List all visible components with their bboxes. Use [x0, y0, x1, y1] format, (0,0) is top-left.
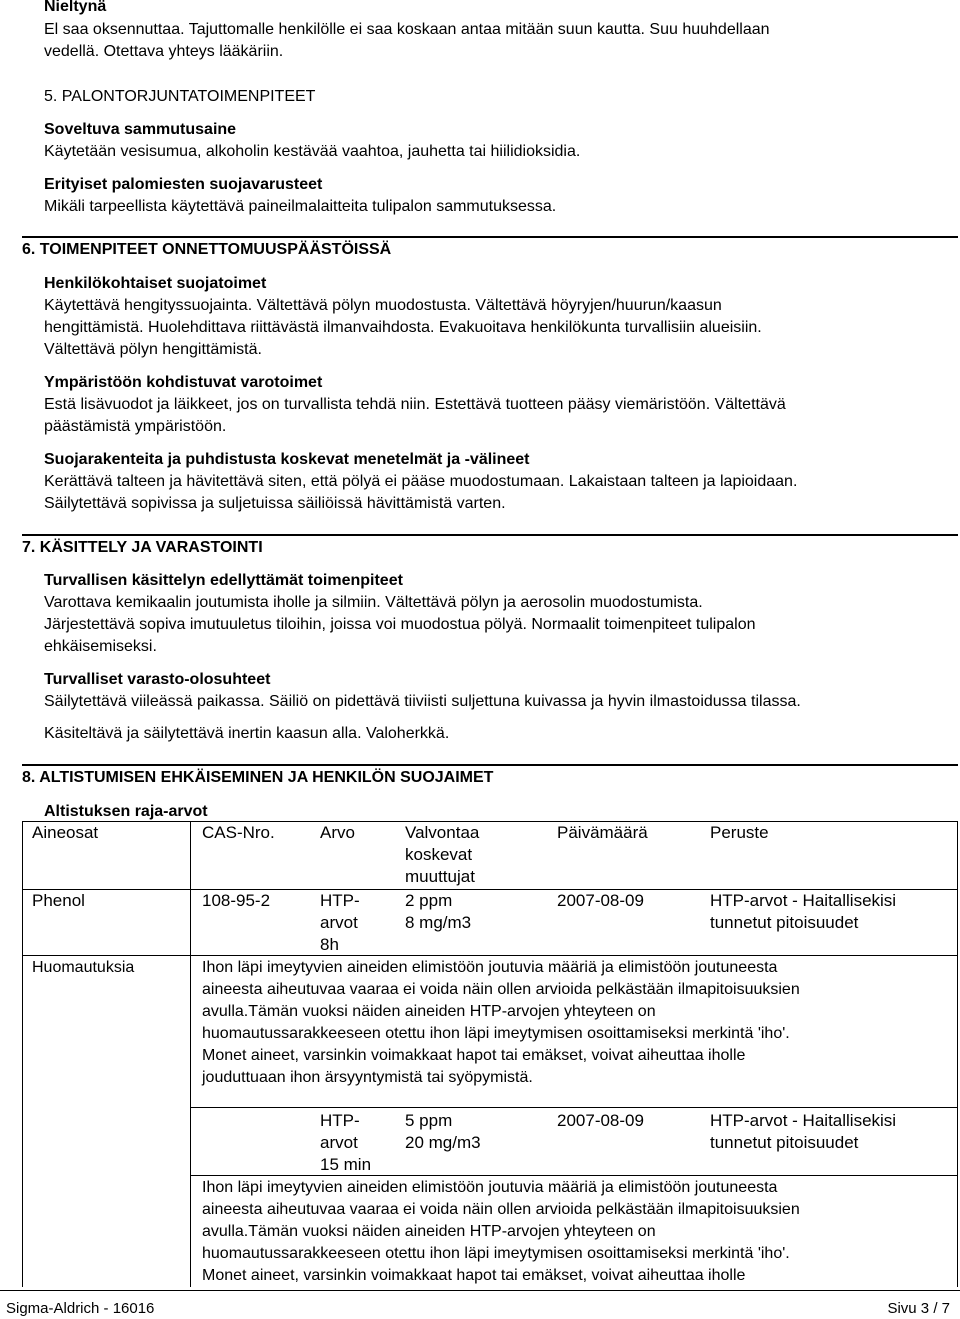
section-6-text: Kerättävä talteen ja hävitettävä siten, että pölyä ei pääse muodostumaan. Lakaistaan talteen ja lapioidaan. — [44, 473, 798, 490]
table-border — [190, 821, 191, 1287]
section-8-title: 8. ALTISTUMISEN EHKÄISEMINEN JA HENKILÖN SUOJAIMET — [22, 769, 494, 786]
col-header-paivamaara: Päivämäärä — [557, 823, 648, 842]
remark-line: Monet aineet, varsinkin voimakkaat hapot tai emäkset, voivat aiheuttaa iholle — [202, 1267, 746, 1284]
remark-label: Huomautuksia — [32, 959, 135, 976]
section-5-heading: Soveltuva sammutusaine — [44, 121, 237, 138]
section-6-title: 6. TOIMENPITEET ONNETTOMUUSPÄÄSTÖISSÄ — [22, 241, 392, 258]
section-6-heading: Ympäristöön kohdistuvat varotoimet — [44, 374, 323, 391]
cell-peruste: HTP-arvot - Haitallisekisi — [710, 891, 897, 910]
footer-rule — [0, 1290, 960, 1291]
remark-line: aineesta aiheutuvaa vaaraa ei voida näin ollen arvioida pelkästään ilmapitoisuuksien — [202, 981, 800, 998]
section-5-heading: Erityiset palomiesten suojavarusteet — [44, 176, 323, 193]
cell-arvo: arvot — [320, 913, 358, 932]
table-border — [957, 821, 958, 1287]
cell-arvo: 15 min — [320, 1155, 372, 1174]
footer-product-id: Sigma-Aldrich - 16016 — [6, 1300, 155, 1317]
col-header-valvontaa: Valvontaa — [405, 823, 480, 842]
section-7-text: Käsiteltävä ja säilytettävä inertin kaasun alla. Valoherkkä. — [44, 725, 450, 742]
remark-line: Ihon läpi imeytyvien aineiden elimistöön joutuvia määriä ja elimistöön joutuneesta — [202, 1179, 778, 1196]
section-6-heading: Suojarakenteita ja puhdistusta koskevat menetelmät ja -välineet — [44, 451, 530, 468]
remark-line: huomautussarakkeeseen otettu ihon läpi imeytymisen osoittamiseksi merkintä 'iho'. — [202, 1025, 790, 1042]
cell-aine: Phenol — [32, 891, 85, 910]
cell-valvontaa: 8 mg/m3 — [405, 913, 472, 932]
cell-arvo: arvot — [320, 1133, 358, 1152]
cell-peruste: tunnetut pitoisuudet — [710, 1133, 859, 1152]
cell-paivamaara: 2007-08-09 — [557, 891, 644, 910]
cell-peruste: tunnetut pitoisuudet — [710, 913, 859, 932]
section-7-text: Varottava kemikaalin joutumista iholle ja silmiin. Vältettävä pölyn ja aerosolin muodostumista. — [44, 594, 703, 611]
section-8-rule — [22, 764, 958, 766]
cell-arvo: HTP- — [320, 1111, 360, 1130]
remark-line: jouduttuaan ihon ärsyyntymistä tai syöpymistä. — [202, 1069, 533, 1086]
section-6-text: hengittämistä. Huolehdittava riittävästä ilmanvaihdosta. Evakuoitava henkilökunta turvallisiin alueisiin. — [44, 319, 762, 336]
section-6-heading: Henkilökohtaiset suojatoimet — [44, 275, 267, 292]
section-7-text: ehkäisemiseksi. — [44, 638, 157, 655]
section-7-heading: Turvallisen käsittelyn edellyttämät toimenpiteet — [44, 572, 403, 589]
cell-cas: 108-95-2 — [202, 891, 271, 910]
col-header-cas: CAS-Nro. — [202, 823, 275, 842]
page-label: Sivu — [887, 1300, 917, 1317]
swallow-heading: Nieltynä — [44, 0, 107, 15]
cell-valvontaa: 20 mg/m3 — [405, 1133, 481, 1152]
cell-arvo: 8h — [320, 935, 339, 954]
page-total: 7 — [941, 1300, 950, 1317]
col-header-arvo: Arvo — [320, 823, 355, 842]
table-rule — [22, 955, 958, 956]
table-rule — [190, 1107, 958, 1108]
swallow-text-line: vedellä. Otettava yhteys lääkäriin. — [44, 43, 284, 60]
col-header-aineosat: Aineosat — [32, 823, 99, 842]
section-6-text: Säilytettävä sopivissa ja suljetuissa säiliöissä hävittämistä varten. — [44, 495, 506, 512]
section-7-title: 7. KÄSITTELY JA VARASTOINTI — [22, 539, 263, 556]
section-7-heading: Turvalliset varasto-olosuhteet — [44, 671, 271, 688]
section-7-text: Säilytettävä viileässä paikassa. Säiliö on pidettävä tiiviisti suljettuna kuivassa ja hyvin ilmastoidussa tilassa. — [44, 693, 801, 710]
remark-line: Monet aineet, varsinkin voimakkaat hapot tai emäkset, voivat aiheuttaa iholle — [202, 1047, 746, 1064]
remark-line: avulla.Tämän vuoksi näiden aineiden HTP-arvojen yhteyteen on — [202, 1223, 656, 1240]
section-6-text: Vältettävä pölyn hengittämistä. — [44, 341, 262, 358]
swallow-text-line: El saa oksennuttaa. Tajuttomalle henkilölle ei saa koskaan antaa mitään suun kautta. Suu huuhdellaan — [44, 21, 770, 38]
section-6-text: Estä lisävuodot ja läikkeet, jos on turvallista tehdä niin. Estettävä tuotteen pääsy viemäristöön. Vältettävä — [44, 396, 786, 413]
table-rule — [22, 821, 958, 822]
remark-line: aineesta aiheutuvaa vaaraa ei voida näin ollen arvioida pelkästään ilmapitoisuuksien — [202, 1201, 800, 1218]
section-6-rule — [22, 236, 958, 238]
col-header-peruste: Peruste — [710, 823, 769, 842]
exposure-limits-subtitle: Altistuksen raja-arvot — [44, 803, 208, 820]
section-7-text: Järjestettävä sopiva imutuuletus tiloihin, joissa voi muodostua pölyä. Normaalit toimenpiteet tulipalon — [44, 616, 756, 633]
cell-peruste: HTP-arvot - Haitallisekisi — [710, 1111, 897, 1130]
section-5-text: Mikäli tarpeellista käytettävä paineilmalaitteita tulipalon sammutuksessa. — [44, 198, 557, 215]
col-header-valvontaa: muuttujat — [405, 867, 475, 886]
section-7-rule — [22, 534, 958, 536]
section-6-text: päästämistä ympäristöön. — [44, 418, 227, 435]
section-6-text: Käytettävä hengityssuojainta. Vältettävä pölyn muodostusta. Vältettävä höyryjen/huurun/kaasun — [44, 297, 722, 314]
section-5-title: 5. PALONTORJUNTATOIMENPITEET — [44, 88, 316, 105]
table-border — [22, 821, 23, 1287]
col-header-valvontaa: koskevat — [405, 845, 473, 864]
page-number — [887, 1300, 950, 1318]
cell-paivamaara: 2007-08-09 — [557, 1111, 644, 1130]
cell-valvontaa: 2 ppm — [405, 891, 453, 910]
cell-arvo: HTP- — [320, 891, 360, 910]
page-current: 3 — [920, 1300, 930, 1317]
remark-line: Ihon läpi imeytyvien aineiden elimistöön joutuvia määriä ja elimistöön joutuneesta — [202, 959, 778, 976]
cell-valvontaa: 5 ppm — [405, 1111, 453, 1130]
table-rule — [190, 1175, 958, 1176]
page-separator: / — [933, 1300, 938, 1317]
remark-line: avulla.Tämän vuoksi näiden aineiden HTP-arvojen yhteyteen on — [202, 1003, 656, 1020]
remark-line: huomautussarakkeeseen otettu ihon läpi imeytymisen osoittamiseksi merkintä 'iho'. — [202, 1245, 790, 1262]
section-5-text: Käytetään vesisumua, alkoholin kestävää vaahtoa, jauhetta tai hiilidioksidia. — [44, 143, 581, 160]
